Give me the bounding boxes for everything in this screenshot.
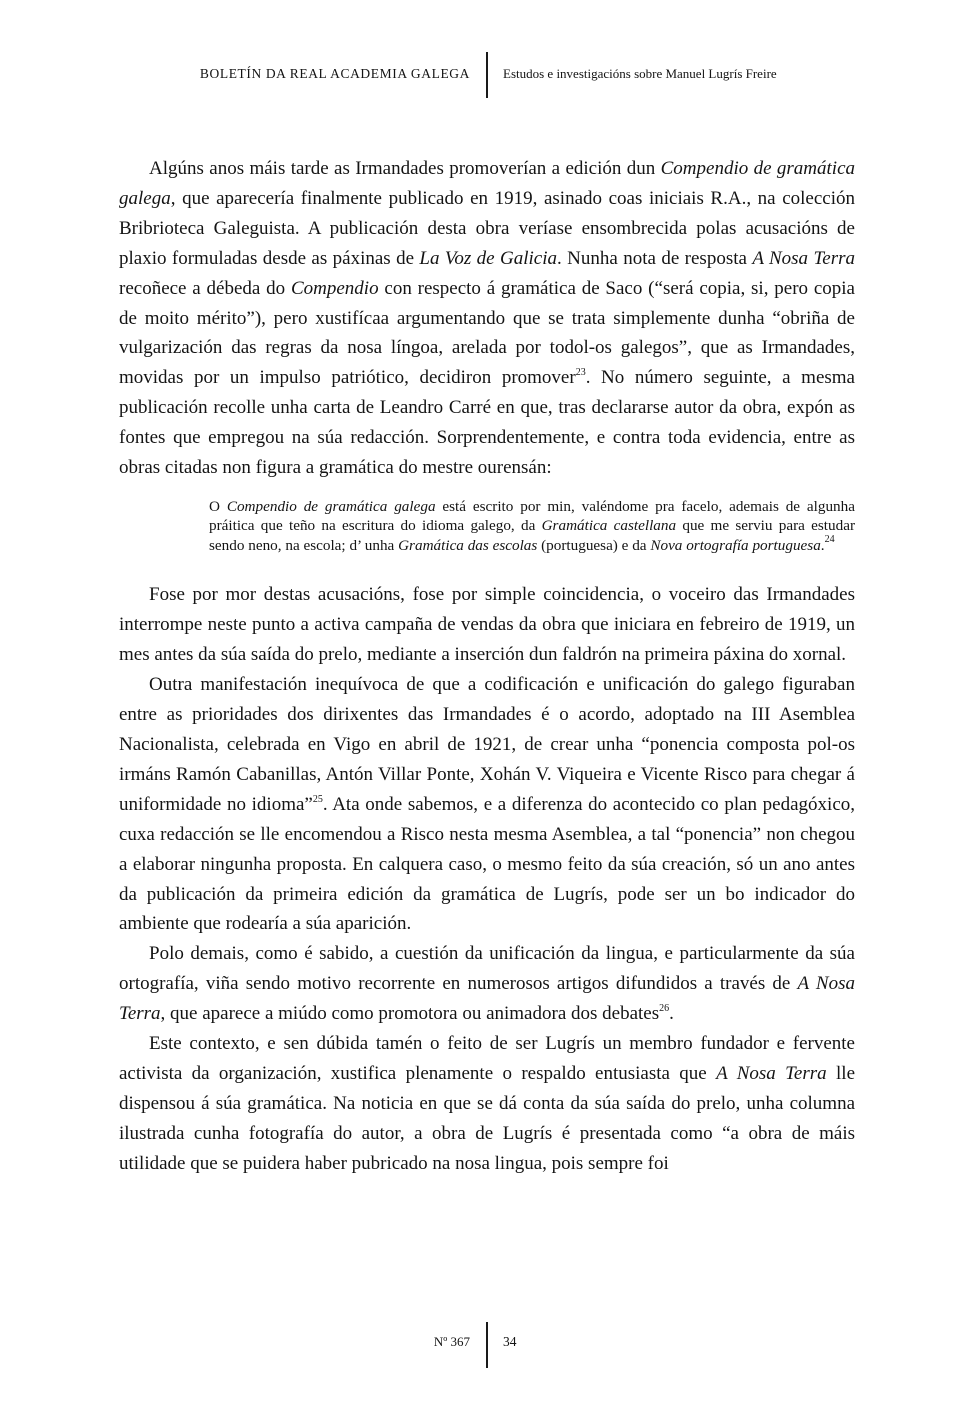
italic-title: A Nosa Terra xyxy=(716,1062,827,1084)
italic-title: Compendio de gramática galega xyxy=(226,497,436,515)
italic-title: A Nosa Terra xyxy=(119,973,855,1025)
paragraph xyxy=(119,1029,855,1179)
italic-title: Compendio xyxy=(290,277,379,299)
text-run: . No número seguinte, a mesma publicación recolle unha carta de Leandro Carré en que, tras declararse autor da obra, expón as fontes que empregou na súa redacción. Sorprendentemente, e contra toda evidencia, entre as obras citadas non figura a gramática do mestre ourensán: xyxy=(119,367,855,479)
text-run: Polo demais, como é sabido, a cuestión da unificación da lingua, e particularmente da súa ortografía, viña sendo motivo recorrente en numerosos artigos difundidos a través de xyxy=(119,943,855,995)
header-divider xyxy=(486,52,488,98)
paragraphs-after-quote xyxy=(119,580,855,1178)
paragraph xyxy=(119,580,855,670)
italic-title: La Voz de Galicia xyxy=(419,247,558,269)
text-run: . Ata onde sabemos, e a diferenza do acontecido co plan pedagóxico, cuxa redacción se lle encomendou a Risco nesta mesma Asemblea, a tal “ponencia” non chegou a elaborar ningunha proposta. En calquera caso, o mesmo feito da súa creación, só un ano antes da publicación da primeira edición da gramática de Lugrís, pode ser un bo indicador do ambiente que rodearía a súa aparición. xyxy=(119,793,856,935)
paragraph xyxy=(119,670,855,939)
text-run: está escrito por min, valéndome pra facelo, ademais de algunha práitica que teño na escritura do idioma galego, da xyxy=(209,497,855,535)
footer-divider xyxy=(486,1322,488,1368)
text-run: , que aparecería finalmente publicado en 1919, asinado coas iniciais R.A., na colección Bribrioteca Galeguista. A publicación desta obra veríase ensombrecida polas acusacións de plaxio formuladas desde as páxinas de xyxy=(119,187,855,269)
text-run: . xyxy=(669,1003,674,1025)
text-run: recoñece a débeda do xyxy=(119,277,291,299)
page-footer xyxy=(0,1322,975,1370)
journal-title: BOLETÍN DA REAL ACADEMIA GALEGA xyxy=(199,66,470,81)
italic-title: Nova ortografía portuguesa xyxy=(650,536,821,554)
issue-number: Nº 367 xyxy=(433,1334,470,1349)
quote-text xyxy=(209,497,855,556)
text-run: con respecto á gramática de Saco (“será copia, si, pero copia de moito mérito”), pero xustifícaa argumentando que se trata simplemente dunha “obriña de vulgarización das regras da nosa língoa, arelada por todol-os galegos”, que as Irmandades, movidas por un impulso patriótico, decidiron promover xyxy=(119,277,855,389)
text-run: . Nunha nota de resposta xyxy=(557,247,753,269)
running-header xyxy=(0,52,975,100)
text-run: Fose por mor destas acusacións, fose por simple coincidencia, o voceiro das Irmandades interrompe neste punto a activa campaña de vendas da obra que iniciara en febreiro de 1919, un mes antes da súa saída do prelo, mediante a inserción dun faldrón na primeira páxina do xornal. xyxy=(119,584,855,666)
italic-title: Gramática castellana xyxy=(541,517,677,535)
text-run: lle dispensou á súa gramática. Na noticia en que se dá conta da súa saída do prelo, unha columna ilustrada cunha fotografía do autor, a obra de Lugrís é presentada como “a obra de máis utilidade que se puidera haber pubricado na nosa lingua, pois sempre foi xyxy=(119,1062,856,1174)
paragraph xyxy=(119,154,855,483)
section-title: Estudos e investigacións sobre Manuel Lugrís Freire xyxy=(503,66,777,81)
footnote-ref[interactable]: 23 xyxy=(575,367,586,379)
paragraph xyxy=(119,939,855,1029)
footnote-ref[interactable]: 24 xyxy=(824,533,835,545)
text-run: , que aparece a miúdo como promotora ou animadora dos debates xyxy=(160,1003,660,1025)
paragraphs-before-quote xyxy=(119,154,855,483)
italic-title: A Nosa Terra xyxy=(752,247,856,269)
page-number: 34 xyxy=(503,1334,517,1349)
text-run: que me serviu para estudar sendo neno, na escola; d’ unha xyxy=(209,517,856,554)
footnote-ref[interactable]: 26 xyxy=(659,1003,670,1015)
footnote-ref[interactable]: 25 xyxy=(312,793,323,805)
text-run: O xyxy=(209,497,227,515)
text-run: Algúns anos máis tarde as Irmandades promoverían a edición dun xyxy=(149,158,661,179)
italic-title: Compendio de gramática galega xyxy=(119,158,855,209)
article-body xyxy=(119,154,855,1179)
text-run: . xyxy=(820,536,825,554)
italic-title: Gramática das escolas xyxy=(398,536,538,554)
text-run: Este contexto, e sen dúbida tamén o feito de ser Lugrís un membro fundador e fervente activista da organización, xustifica plenamente o respaldo entusiasta que xyxy=(119,1033,855,1084)
block-quote xyxy=(209,497,855,556)
text-run: Outra manifestación inequívoca de que a codificación e unificación do galego figuraban entre as prioridades dos dirixentes das Irmandades é o acordo, adoptado na III Asemblea Nacionalista, celebrada en Vigo en abril de 1921, de crear unha “ponencia composta pol-os irmáns Ramón Cabanillas, Antón Villar Ponte, Xohán V. Viqueira e Vicente Risco para chegar á uniformidade no idioma” xyxy=(119,674,855,815)
text-run: (portuguesa) e da xyxy=(537,536,651,554)
